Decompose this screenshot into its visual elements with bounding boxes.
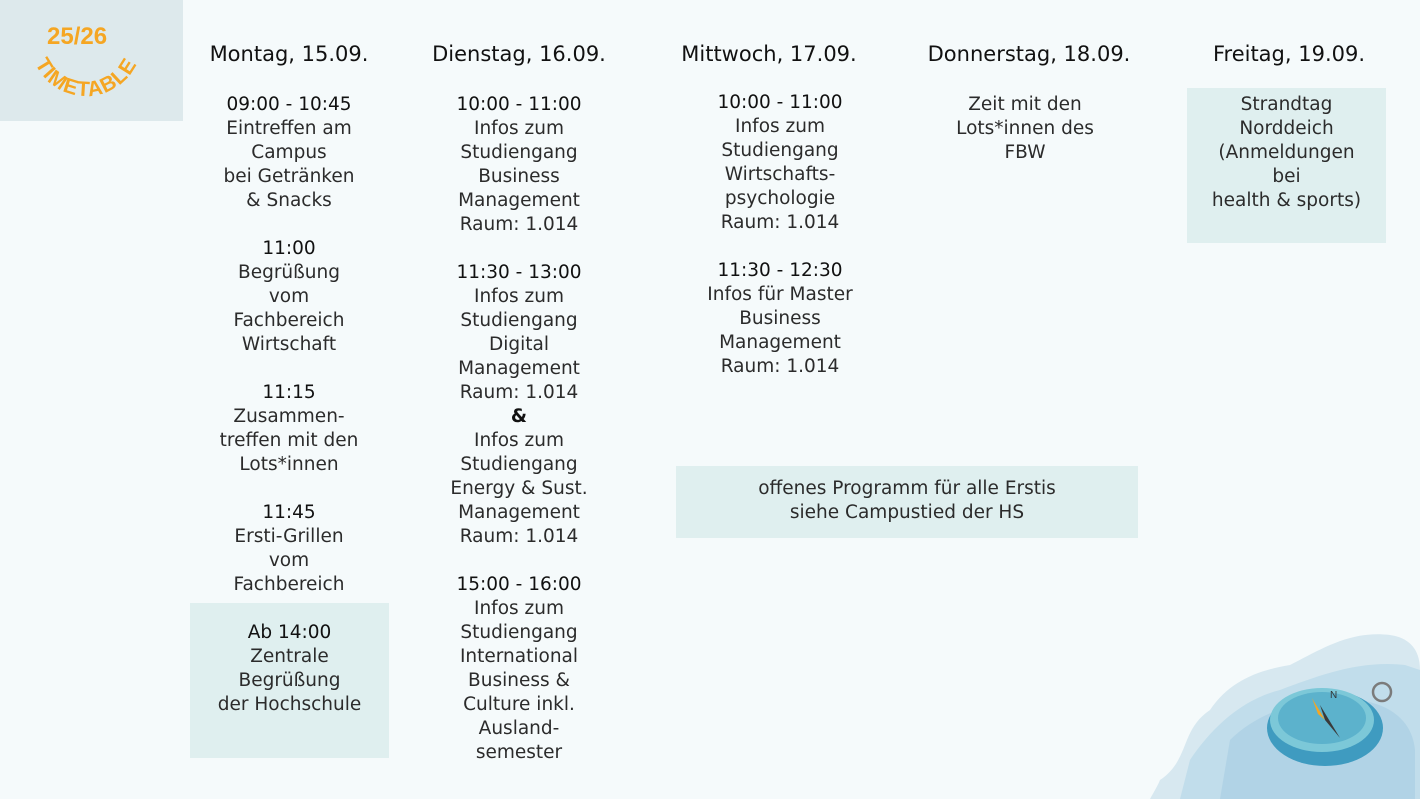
event-text: vom [268,286,310,307]
event-time: 10:00 - 11:00 [456,94,582,115]
timetable-logo [0,0,183,121]
event-text: Lots*innen des [956,118,1094,139]
day-header-freitag: Freitag, 19.09. [1212,42,1366,66]
event-text: Management [458,502,580,523]
event-text: (Anmeldungen [1218,142,1355,163]
event-text: semester [475,742,563,763]
event-text: psychologie [724,188,836,209]
event-text: Infos zum [474,598,564,619]
event-text: & Snacks [246,190,332,211]
event-time: Ab 14:00 [247,622,332,643]
open-program-text [676,477,1138,525]
event-text: der Hochschule [217,694,362,715]
event-text: Wirtschaft [241,334,337,355]
event-text: Begrüßung [238,670,341,691]
event-time: 09:00 - 10:45 [226,94,352,115]
event-text: Ersti-Grillen [234,526,344,547]
event-time: 11:15 [262,382,316,403]
event-text: treffen mit den [219,430,359,451]
event-text: Energy & Sust. [450,478,588,499]
freitag-highlight-text [1187,93,1386,213]
event-text: Studiengang [460,142,578,163]
montag-column [189,93,389,597]
event-time: 11:30 - 13:00 [456,262,582,283]
event-text: bei Getränken [223,166,355,187]
event-text: Business & [468,670,570,691]
event-text: Studiengang [721,140,839,161]
event-text: Raum: 1.014 [720,212,840,233]
event-text: Raum: 1.014 [459,526,579,547]
event-text: Fachbereich [233,310,345,331]
day-header-donnerstag: Donnerstag, 18.09. [927,42,1131,66]
event-text: Management [458,358,580,379]
compass-watercolor-icon [1150,610,1420,799]
ampersand: & [510,406,528,427]
event-time: 11:45 [262,502,316,523]
event-text: bei [1272,166,1301,187]
event-text: Business [478,166,560,187]
event-text: International [459,646,579,667]
event-text: Zentrale [250,646,329,667]
event-text: Eintreffen am [226,118,352,139]
event-text: Infos für Master [707,284,853,305]
event-text: Management [458,190,580,211]
event-text: Strandtag [1240,94,1333,115]
event-text: Campus [251,142,327,163]
event-text: vom [268,550,310,571]
event-text: Studiengang [460,310,578,331]
event-text: offenes Programm für alle Erstis [758,478,1056,499]
event-text: Raum: 1.014 [459,382,579,403]
event-text: siehe Campustied der HS [789,502,1025,523]
event-text: Raum: 1.014 [720,356,840,377]
event-text: Digital [489,334,549,355]
event-time: 11:30 - 12:30 [717,260,843,281]
event-text: Infos zum [474,118,564,139]
event-text: Business [739,308,821,329]
dienstag-column [428,93,610,765]
mittwoch-column [680,91,880,379]
day-header-mittwoch: Mittwoch, 17.09. [681,42,857,66]
event-text: Management [719,332,841,353]
event-time: 10:00 - 11:00 [717,92,843,113]
event-text: Infos zum [474,430,564,451]
event-text: Zusammen- [233,406,345,427]
event-text: Culture inkl. [463,694,575,715]
logo-year: 25/26 [47,23,108,50]
day-header-montag: Montag, 15.09. [209,42,369,66]
event-time: 15:00 - 16:00 [456,574,582,595]
svg-text:TIMETABLE [30,54,141,101]
event-text: Infos zum [735,116,825,137]
event-text: Ausland- [478,718,560,739]
day-header-dienstag: Dienstag, 16.09. [432,42,606,66]
svg-text:N: N [1330,690,1338,701]
event-text: Wirtschafts- [724,164,836,185]
event-time: 11:00 [262,238,316,259]
event-text: Zeit mit den [968,94,1082,115]
logo-word: TIMETABLE [30,53,142,102]
event-text: Fachbereich [233,574,345,595]
event-text: Norddeich [1239,118,1334,139]
montag-highlight-text [190,621,389,717]
event-text: Studiengang [460,622,578,643]
event-text: Studiengang [460,454,578,475]
donnerstag-column [925,93,1125,165]
event-text: Lots*innen [239,454,339,475]
event-text: Raum: 1.014 [459,214,579,235]
event-text: Infos zum [474,286,564,307]
event-text: FBW [1004,142,1046,163]
event-text: health & sports) [1211,190,1362,211]
event-text: Begrüßung [238,262,340,283]
